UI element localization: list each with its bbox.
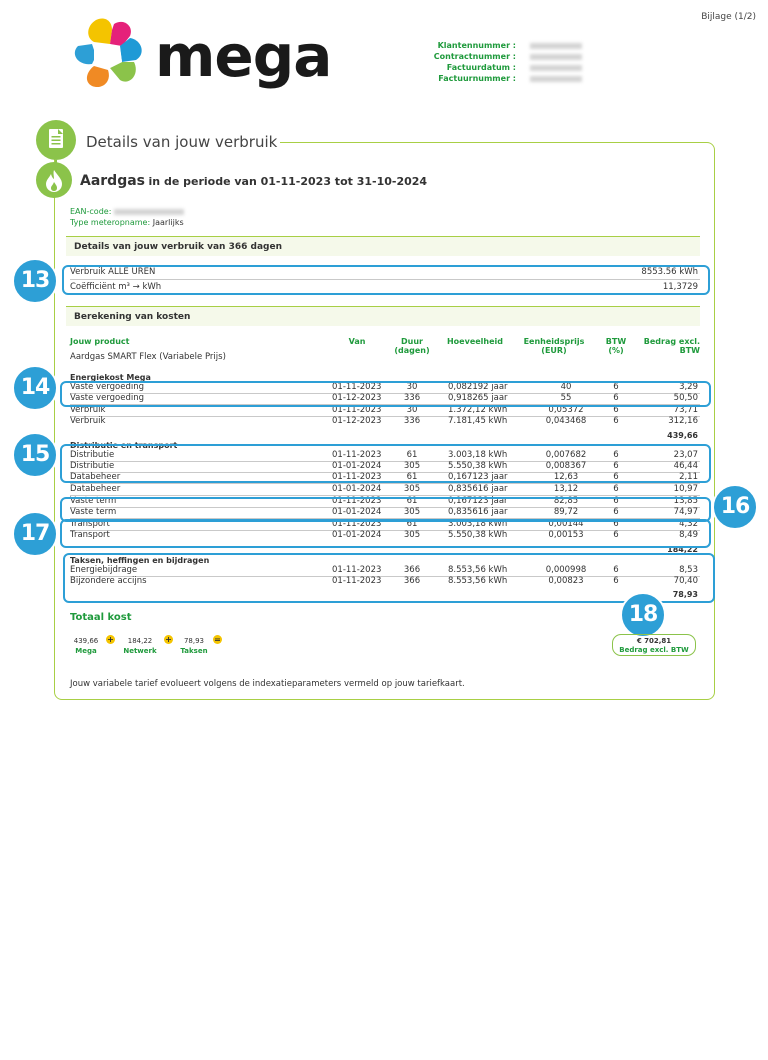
bedrag-cell: 74,97 [673, 507, 698, 517]
eenheidsprijs-cell: 0,00823 [548, 576, 584, 586]
bedrag-cell: 4,32 [679, 519, 698, 529]
product-cell: Vaste term [70, 496, 117, 506]
hoeveelheid-cell: 5.550,38 kWh [448, 461, 508, 471]
hoeveelheid-cell: 0,167123 jaar [448, 472, 508, 482]
bedrag-cell: 10,97 [673, 484, 698, 494]
product-cell: Vaste term [70, 507, 117, 517]
usage-label: Verbruik ALLE UREN [70, 267, 156, 277]
highlight-15 [60, 444, 711, 483]
duur-cell: 61 [406, 450, 418, 460]
usage-label: Coëfficiënt m³ → kWh [70, 282, 162, 292]
badge-15: 15 [12, 432, 58, 478]
btw-cell: 6 [613, 393, 619, 403]
btw-cell: 6 [613, 416, 619, 426]
duur-cell: 305 [403, 484, 421, 494]
total-part-value: 78,93 [183, 637, 205, 645]
btw-cell: 6 [613, 450, 619, 460]
flame-icon [36, 162, 72, 198]
btw-cell: 6 [613, 496, 619, 506]
van-cell: 01-01-2024 [332, 484, 382, 494]
van-cell: 01-01-2024 [332, 507, 382, 517]
duur-cell: 30 [406, 382, 418, 392]
document-icon [36, 120, 76, 160]
eenheidsprijs-cell: 89,72 [553, 507, 579, 517]
total-part-label: Netwerk [123, 647, 157, 655]
highlight-17 [60, 519, 711, 548]
cost-row [70, 416, 700, 427]
col-eenheidsprijs: Eenheidsprijs (EUR) [523, 337, 585, 355]
invoice-meta [418, 40, 618, 84]
van-cell: 01-11-2023 [332, 405, 382, 415]
van-cell: 01-12-2023 [332, 393, 382, 403]
gas-title [80, 173, 427, 189]
meta-label-factuurnummer: Factuurnummer : [438, 74, 516, 83]
eenheidsprijs-cell: 0,007682 [545, 450, 587, 460]
gas-label: Aardgas [80, 173, 146, 189]
bedrag-cell: 46,44 [673, 461, 698, 471]
meter-value: Jaarlijks [152, 218, 184, 227]
bedrag-cell: 312,16 [668, 416, 698, 426]
product-cell: Energiebijdrage [70, 565, 138, 575]
total-amount-label: Bedrag excl. BTW [619, 646, 689, 654]
hoeveelheid-cell: 5.550,38 kWh [448, 530, 508, 540]
total-part-value: 439,66 [73, 637, 99, 645]
hoeveelheid-cell: 3.003,18 kWh [448, 519, 508, 529]
duur-cell: 366 [403, 565, 421, 575]
bedrag-cell: 50,50 [673, 393, 698, 403]
duur-cell: 30 [406, 405, 418, 415]
duur-cell: 61 [406, 496, 418, 506]
hoeveelheid-cell: 8.553,56 kWh [448, 576, 508, 586]
total-amount-box [612, 634, 696, 656]
total-part-mega [70, 636, 102, 656]
col-bedrag: Bedrag excl. BTW [643, 337, 700, 355]
hoeveelheid-cell: 0,918265 jaar [448, 393, 508, 403]
redacted-value [530, 54, 582, 60]
redacted-value [530, 43, 582, 49]
product-cell: Databeheer [70, 472, 121, 482]
product-cell: Transport [70, 519, 110, 529]
eenheidsprijs-cell: 0,043468 [545, 416, 587, 426]
usage-value: 8553.56 kWh [641, 267, 698, 277]
logo-star-icon [68, 16, 148, 90]
redacted-value [530, 76, 582, 82]
hoeveelheid-cell: 0,082192 jaar [448, 382, 508, 392]
hoeveelheid-cell: 0,167123 jaar [448, 496, 508, 506]
total-part-label: Taksen [180, 647, 208, 655]
col-duur: Duur (dagen) [394, 337, 430, 355]
total-part-label: Mega [75, 647, 97, 655]
product-cell: Transport [70, 530, 110, 540]
bedrag-cell: 70,40 [673, 576, 698, 586]
meta-label-contractnummer: Contractnummer : [433, 52, 516, 61]
product-cell: Distributie [70, 450, 115, 460]
badge-13: 13 [12, 258, 58, 304]
duur-cell: 366 [403, 576, 421, 586]
duur-cell: 305 [403, 507, 421, 517]
duur-cell: 336 [403, 393, 421, 403]
hoeveelheid-cell: 7.181,45 kWh [448, 416, 508, 426]
btw-cell: 6 [613, 461, 619, 471]
duur-cell: 61 [406, 519, 418, 529]
subtotal-energiekost: 439,66 [667, 431, 698, 440]
hoeveelheid-cell: 1.372,12 kWh [448, 405, 508, 415]
eenheidsprijs-cell: 13,12 [553, 484, 579, 494]
group-energiekost: Energiekost Mega [70, 373, 151, 382]
product-cell: Verbruik [70, 405, 106, 415]
bedrag-cell: 8,53 [679, 565, 698, 575]
btw-cell: 6 [613, 484, 619, 494]
product-cell: Bijzondere accijns [70, 576, 147, 586]
hoeveelheid-cell: 3.003,18 kWh [448, 450, 508, 460]
group-distributie: Distributie en transport [70, 441, 178, 450]
badge-18: 18 [620, 592, 666, 638]
eenheidsprijs-cell: 12,63 [553, 472, 579, 482]
total-part-value: 184,22 [127, 637, 153, 645]
highlight-13 [62, 265, 710, 295]
period-text: in de periode van 01-11-2023 tot 31-10-2024 [148, 175, 428, 188]
ean-block [70, 206, 184, 228]
van-cell: 01-11-2023 [332, 450, 382, 460]
total-part-taksen [178, 636, 210, 656]
hoeveelheid-cell: 8.553,56 kWh [448, 565, 508, 575]
btw-cell: 6 [613, 472, 619, 482]
eenheidsprijs-cell: 0,00153 [548, 530, 584, 540]
bedrag-cell: 8,49 [679, 530, 698, 540]
hoeveelheid-cell: 0,835616 jaar [448, 484, 508, 494]
bedrag-cell: 13,85 [673, 496, 698, 506]
brand-logo [68, 16, 148, 90]
duur-cell: 305 [403, 461, 421, 471]
col-van: Van [348, 337, 366, 346]
redacted-ean [114, 209, 184, 215]
btw-cell: 6 [613, 507, 619, 517]
bedrag-cell: 23,07 [673, 450, 698, 460]
eenheidsprijs-cell: 0,000998 [545, 565, 587, 575]
product-name [70, 352, 700, 363]
van-cell: 01-01-2024 [332, 461, 382, 471]
hoeveelheid-cell: 0,835616 jaar [448, 507, 508, 517]
highlight-14 [60, 381, 711, 407]
tariff-note: Jouw variabele tarief evolueert volgens de indexatieparameters vermeld op jouw tariefkaart. [70, 679, 465, 689]
subtotal-taksen: 78,93 [672, 590, 698, 599]
equals-icon: = [214, 635, 221, 644]
subtotal-distributie: 184,22 [667, 545, 698, 554]
bedrag-cell: 2,11 [679, 472, 698, 482]
van-cell: 01-11-2023 [332, 496, 382, 506]
product-cell: Verbruik [70, 416, 106, 426]
btw-cell: 6 [613, 565, 619, 575]
plus-icon: + [107, 635, 114, 644]
product-name-text: Aardgas SMART Flex (Variabele Prijs) [70, 352, 226, 362]
van-cell: 01-11-2023 [332, 565, 382, 575]
meta-label-klantennummer: Klantennummer : [437, 41, 516, 50]
btw-cell: 6 [613, 405, 619, 415]
col-product: Jouw product [70, 337, 130, 346]
eenheidsprijs-cell: 0,00144 [548, 519, 584, 529]
col-hoeveelheid: Hoeveelheid [446, 337, 503, 346]
product-cell: Databeheer [70, 484, 121, 494]
van-cell: 01-11-2023 [332, 472, 382, 482]
plus-icon: + [165, 635, 172, 644]
van-cell: 01-11-2023 [332, 576, 382, 586]
eenheidsprijs-cell: 0,008367 [545, 461, 587, 471]
group-taksen: Taksen, heffingen en bijdragen [70, 556, 210, 565]
brand-wordmark: mega [155, 22, 332, 90]
duur-cell: 61 [406, 472, 418, 482]
van-cell: 01-11-2023 [332, 519, 382, 529]
btw-cell: 6 [613, 519, 619, 529]
duur-cell: 336 [403, 416, 421, 426]
meter-label: Type meteropname: [70, 218, 151, 227]
van-cell: 01-01-2024 [332, 530, 382, 540]
total-amount: € 702,81 [636, 637, 672, 645]
badge-14: 14 [12, 365, 58, 411]
total-title: Totaal kost [70, 612, 132, 623]
product-cell: Distributie [70, 461, 115, 471]
product-cell: Vaste vergoeding [70, 382, 145, 392]
van-cell: 01-12-2023 [332, 416, 382, 426]
page-indicator: Bijlage (1/2) [701, 12, 756, 22]
bedrag-cell: 73,71 [673, 405, 698, 415]
btw-cell: 6 [613, 382, 619, 392]
badge-16: 16 [712, 484, 758, 530]
eenheidsprijs-cell: 55 [560, 393, 572, 403]
eenheidsprijs-cell: 82,85 [553, 496, 579, 506]
usage-heading: Details van jouw verbruik van 366 dagen [66, 236, 700, 256]
van-cell: 01-11-2023 [332, 382, 382, 392]
cost-row [70, 484, 700, 495]
ean-label: EAN-code: [70, 207, 112, 216]
btw-cell: 6 [613, 530, 619, 540]
badge-17: 17 [12, 511, 58, 557]
product-cell: Vaste vergoeding [70, 393, 145, 403]
btw-cell: 6 [613, 576, 619, 586]
col-btw: BTW (%) [605, 337, 627, 355]
bedrag-cell: 3,29 [679, 382, 698, 392]
total-part-netwerk [120, 636, 160, 656]
duur-cell: 305 [403, 530, 421, 540]
meta-label-factuurdatum: Factuurdatum : [446, 63, 516, 72]
eenheidsprijs-cell: 0,05372 [548, 405, 584, 415]
highlight-taksen [63, 553, 715, 603]
costs-heading: Berekening van kosten [66, 306, 700, 326]
redacted-value [530, 65, 582, 71]
eenheidsprijs-cell: 40 [560, 382, 572, 392]
section-title: Details van jouw verbruik [86, 133, 278, 151]
usage-value: 11,3729 [662, 282, 698, 292]
